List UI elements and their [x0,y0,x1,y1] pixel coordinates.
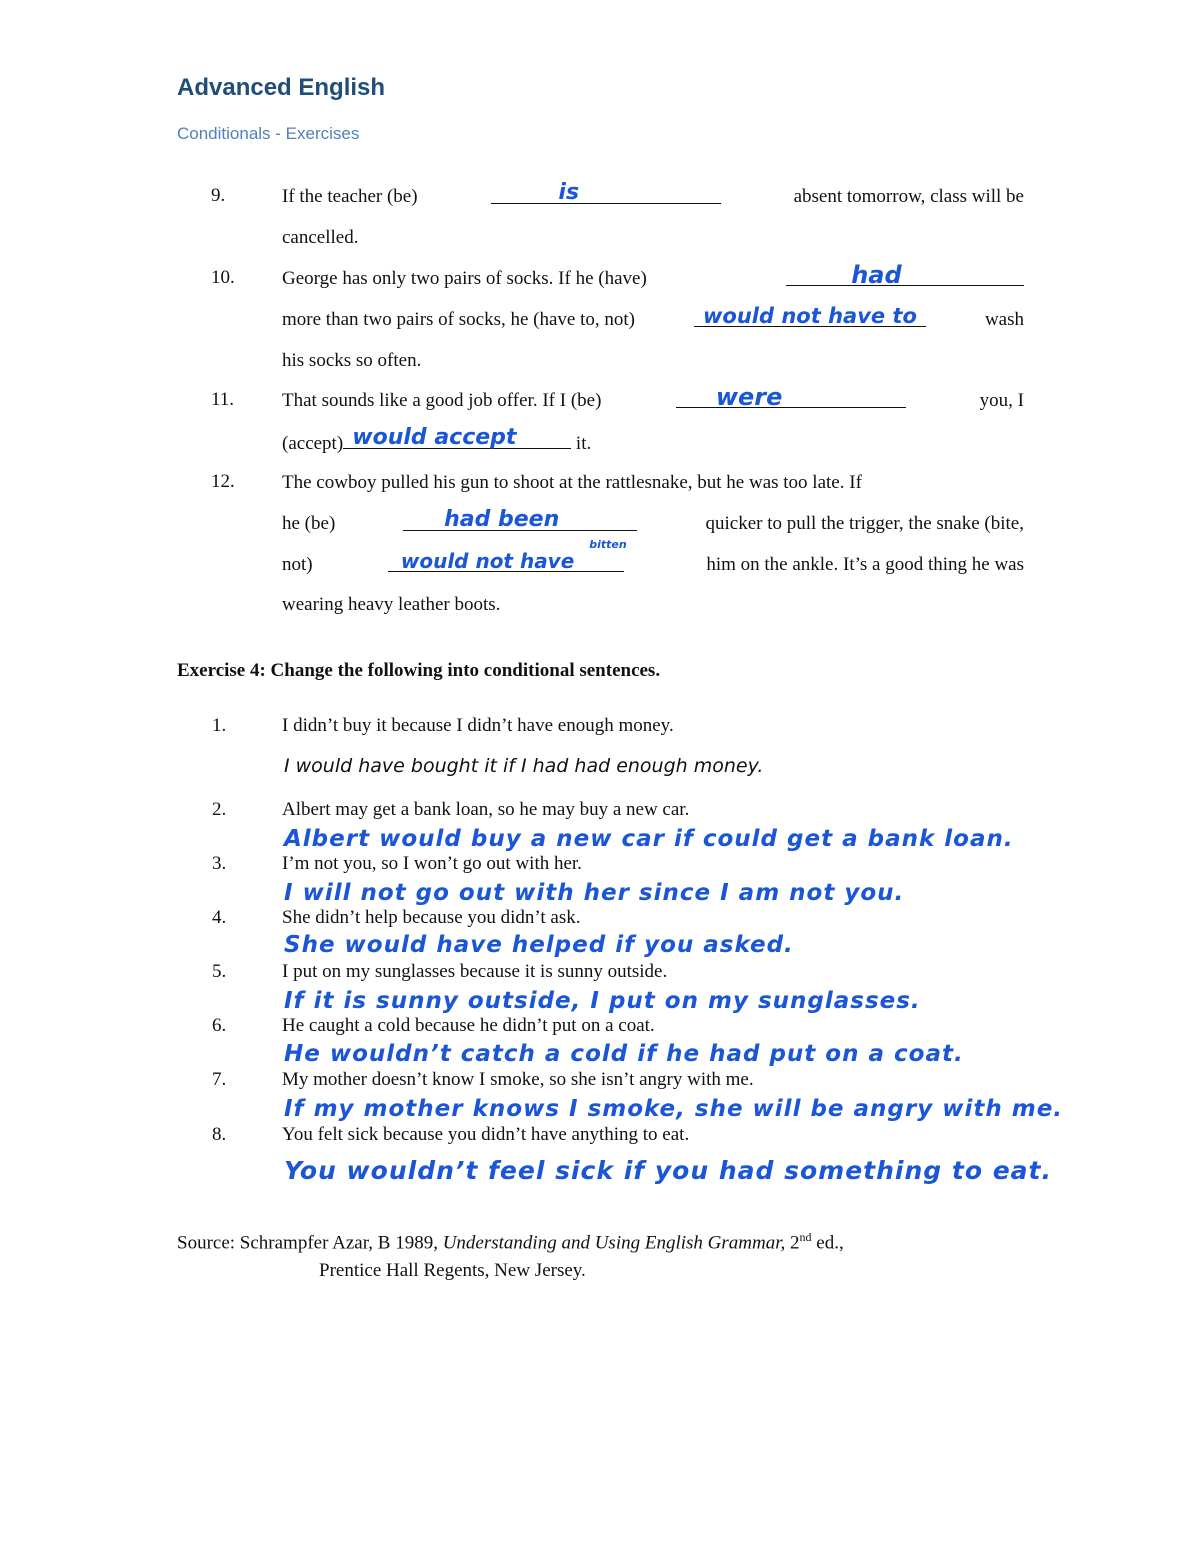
ex4-item-2-number: 2. [212,799,227,820]
source-edition: 2 [790,1232,800,1254]
question-10-line-3: his socks so often. [282,350,422,371]
question-11-text-2: you, I [979,390,1024,411]
ex4-item-2-text: Albert may get a bank loan, so he may buy a new car. [282,799,690,820]
ex4-item-4-number: 4. [212,907,227,928]
ex4-item-4-text: She didn’t help because you didn’t ask. [282,907,581,928]
question-10-text: George has only two pairs of socks. If he (have) [282,268,647,289]
ex4-item-6-text: He caught a cold because he didn’t put on a coat. [282,1015,655,1036]
question-11-line-2 [282,425,1024,456]
question-11-text-4: it. [575,433,592,454]
ex4-item-5-text: I put on my sunglasses because it is sunny outside. [282,961,668,982]
question-10-line-1 [282,261,1024,291]
question-12-answer-2: would not have [400,549,575,573]
question-12-text-2: he (be) [282,513,336,534]
source-publisher: Prentice Hall Regents, New Jersey. [319,1260,586,1281]
question-10-line-2 [282,304,1024,332]
question-9-line-1 [282,180,1024,209]
question-11-answer-2: would accept [352,425,517,450]
question-11-blank-1[interactable] [676,383,906,411]
ex4-item-4-answer: She would have helped if you asked. [284,932,794,958]
question-11-answer-1: were [715,383,783,411]
question-9-text: If the teacher (be) [282,186,418,207]
exercise-4-heading: Exercise 4: Change the following into conditional sentences. [177,660,661,681]
question-9-text-cont: absent tomorrow, class will be [793,186,1024,207]
question-11-number: 11. [211,389,235,410]
question-12-text-4: not) [282,554,313,575]
ex4-item-6-answer: He wouldn’t catch a cold if he had put on a coat. [284,1041,964,1067]
question-10-text-3: wash [984,309,1024,330]
question-9-number: 9. [211,185,226,206]
ex4-item-8-number: 8. [212,1124,227,1145]
ex4-item-8-answer: You wouldn’t feel sick if you had something to eat. [284,1156,1052,1185]
question-12-blank-2[interactable] [388,538,627,573]
question-12-number: 12. [211,471,235,492]
ex4-item-1-number: 1. [212,715,227,736]
question-12-answer-1: had been [444,507,560,532]
question-12-line-2 [282,507,1024,536]
question-12-line-3 [282,538,1024,577]
page-title: Advanced English [177,74,386,101]
question-12-text-5: him on the ankle. It’s a good thing he was [706,554,1024,575]
ex4-item-8-text: You felt sick because you didn’t have anything to eat. [282,1124,690,1145]
question-12-answer-2-extra: bitten [589,538,627,551]
ex4-item-1-text: I didn’t buy it because I didn’t have enough money. [282,715,674,736]
question-12-line-1: The cowboy pulled his gun to shoot at the rattlesnake, but he was too late. If [282,472,862,493]
source-suffix: ed., [816,1232,844,1254]
page-subtitle: Conditionals - Exercises [177,124,360,143]
ex4-item-5-answer: If it is sunny outside, I put on my sunglasses. [284,988,921,1014]
question-9-line-2: cancelled. [282,227,359,248]
question-11-text: That sounds like a good job offer. If I (be) [282,390,602,411]
ex4-item-7-number: 7. [212,1069,227,1090]
question-10-blank-1[interactable] [786,261,1024,289]
ex4-item-2-answer: Albert would buy a new car if could get a bank loan. [284,826,1014,852]
question-9-blank[interactable] [491,180,721,205]
ex4-item-3-answer: I will not go out with her since I am not you. [284,880,905,906]
source-book-title: Understanding and Using English Grammar, [442,1232,786,1254]
ex4-item-5-number: 5. [212,961,227,982]
ex4-item-3-number: 3. [212,853,227,874]
ex4-item-6-number: 6. [212,1015,227,1036]
question-11-text-3: (accept) [282,433,344,454]
question-11-blank-2[interactable] [343,425,571,450]
question-12-line-4: wearing heavy leather boots. [282,594,501,615]
question-11-line-1 [282,383,1024,413]
source-edition-sup: nd [799,1230,812,1244]
question-12-text-3: quicker to pull the trigger, the snake (bite, [705,513,1024,534]
question-10-answer-2: would not have to [703,304,917,328]
ex4-item-1-answer: I would have bought it if I had had enough money. [284,755,764,777]
question-12-blank-1[interactable] [403,507,637,532]
ex4-item-7-text: My mother doesn’t know I smoke, so she isn’t angry with me. [282,1069,754,1090]
question-10-blank-2[interactable] [694,304,926,328]
ex4-item-3-text: I’m not you, so I won’t go out with her. [282,853,582,874]
question-10-text-2: more than two pairs of socks, he (have to, not) [282,309,635,330]
question-10-number: 10. [211,267,235,288]
source-prefix: Source: Schrampfer Azar, B 1989, [177,1232,438,1254]
ex4-item-7-answer: If my mother knows I smoke, she will be angry with me. [284,1096,1064,1122]
question-9-answer: is [558,180,580,205]
source-citation [177,1230,844,1254]
question-10-answer-1: had [851,261,902,289]
